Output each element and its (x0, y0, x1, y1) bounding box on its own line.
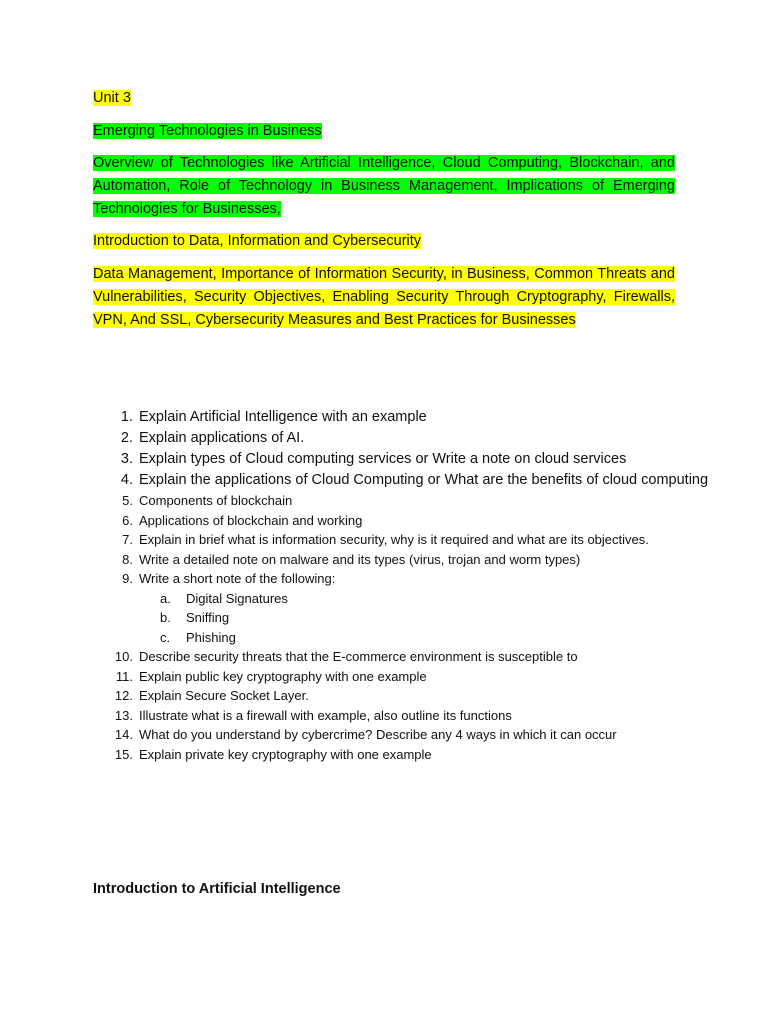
list-item-text: Components of blockchain (139, 493, 293, 508)
list-item (122, 550, 729, 570)
list-item-text: Explain public key cryptography with one example (139, 668, 427, 684)
list-item-text: Explain types of Cloud computing services or Write a note on cloud services (139, 451, 627, 467)
list-item-text: Illustrate what is a firewall with example, also outline its functions (139, 707, 512, 723)
list-item (120, 449, 729, 470)
unit-title (93, 120, 675, 143)
list-item (114, 647, 729, 667)
section-body-paragraph (93, 263, 675, 332)
list-number: 3. (120, 451, 133, 467)
list-item (120, 428, 729, 449)
list-item (122, 511, 729, 531)
sub-list-item-text: Phishing (186, 629, 236, 645)
list-number: 15. (114, 746, 133, 762)
sub-list (139, 589, 729, 648)
sub-list-item (160, 589, 729, 609)
list-item (114, 706, 729, 726)
list-number: 14. (114, 727, 133, 742)
question-list (93, 407, 729, 764)
section-title-text: Introduction to Data, Information and Cybersecurity (93, 233, 422, 249)
list-number: 7. (122, 532, 133, 547)
overview-paragraph (93, 152, 675, 221)
section-heading-ai: Introduction to Artificial Intelligence (93, 881, 341, 897)
list-item (114, 745, 729, 765)
list-item-text: Explain applications of AI. (139, 430, 305, 446)
unit-label-text: Unit 3 (93, 90, 131, 106)
list-number: 4. (120, 472, 133, 488)
overview-text: Overview of Technologies like Artificial Intelligence, Cloud Computing, Blockchain, and Automation, Role of Technology in Business Management, Implications of Emerging Technologies for Businesses, (93, 155, 675, 217)
sub-list-letter: a. (160, 590, 171, 606)
list-item-text: Write a short note of the following: (139, 571, 336, 586)
sub-list-item (160, 628, 729, 648)
list-number: 9. (122, 571, 133, 586)
list-item-text: Explain private key cryptography with one example (139, 746, 432, 762)
list-item-text: Applications of blockchain and working (139, 512, 363, 528)
list-number: 1. (120, 409, 133, 425)
list-number: 13. (114, 707, 133, 723)
unit-title-text: Emerging Technologies in Business (93, 123, 322, 139)
sub-list-letter: b. (160, 610, 171, 625)
list-number: 11. (115, 668, 133, 684)
list-item (120, 470, 729, 491)
list-item (114, 725, 729, 745)
sub-list-letter: c. (160, 629, 171, 645)
list-item (120, 407, 729, 428)
list-item (115, 667, 729, 687)
list-item-text: What do you understand by cybercrime? Describe any 4 ways in which it can occur (139, 727, 617, 742)
list-number: 5. (122, 493, 133, 508)
list-item-text: Explain Secure Socket Layer. (139, 688, 309, 703)
list-item (114, 686, 729, 706)
list-item (122, 491, 729, 511)
list-number: 6. (122, 512, 133, 528)
section-title-data-cybersecurity (93, 230, 675, 253)
sub-list-item-text: Digital Signatures (186, 590, 288, 606)
list-item-text: Explain in brief what is information security, why is it required and what are its objectives. (139, 532, 649, 547)
sub-list-item (160, 608, 729, 628)
list-number: 10. (114, 649, 133, 664)
list-item-text: Write a detailed note on malware and its types (virus, trojan and worm types) (139, 551, 581, 567)
list-number: 2. (120, 430, 133, 446)
list-number: 12. (114, 688, 133, 703)
list-number: 8. (122, 551, 133, 567)
list-item-text: Explain Artificial Intelligence with an example (139, 409, 427, 425)
list-item (122, 569, 729, 647)
list-item-text: Describe security threats that the E-commerce environment is susceptible to (139, 649, 578, 664)
unit-label (93, 87, 675, 110)
sub-list-item-text: Sniffing (186, 610, 230, 625)
section-body-text: Data Management, Importance of Information Security, in Business, Common Threats and Vulnerabilities, Security Objectives, Enabling Security Through Cryptography, Firewalls, VPN, And SSL, Cybersecurity Measures and Best Practices for Businesses (93, 266, 675, 328)
list-item-text: Explain the applications of Cloud Computing or What are the benefits of cloud computing (139, 472, 709, 488)
list-item (122, 530, 729, 550)
